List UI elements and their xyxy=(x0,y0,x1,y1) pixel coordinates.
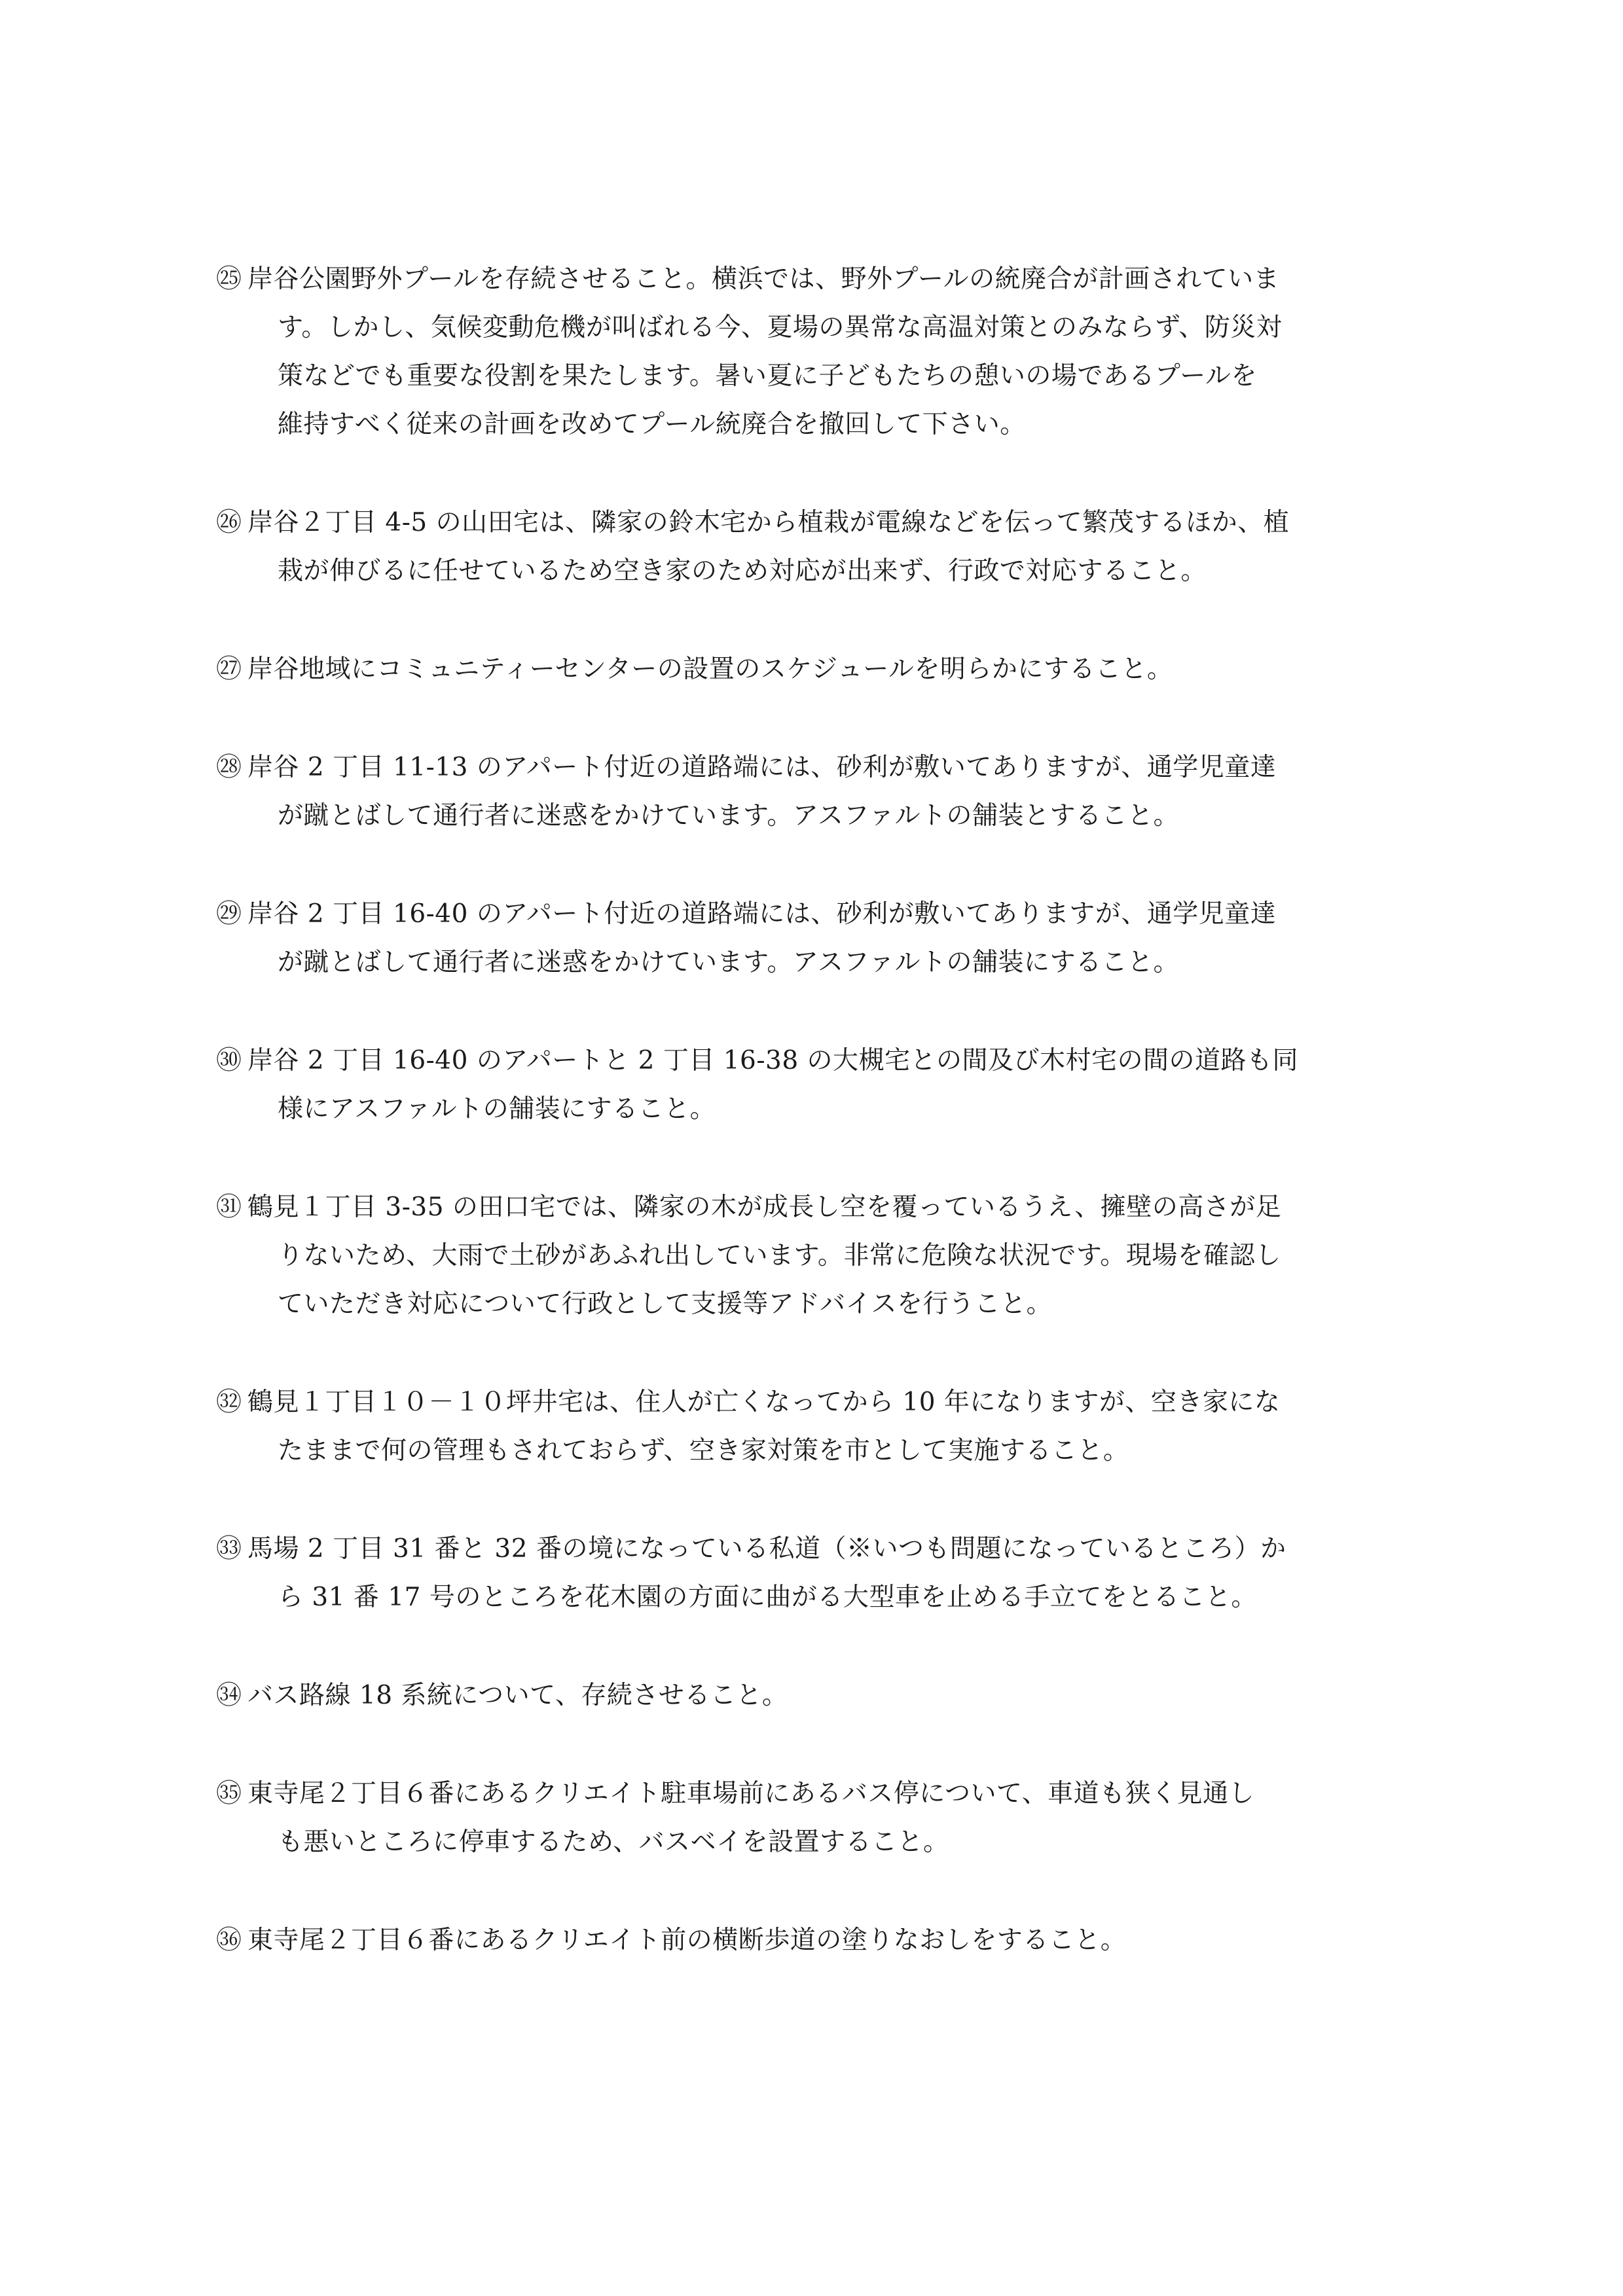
item-spacer xyxy=(216,596,1414,645)
item-number: ㉛ xyxy=(216,1193,242,1222)
list-item-row xyxy=(216,1916,1414,1965)
list-item xyxy=(216,255,1414,449)
item-text xyxy=(247,1916,1414,1965)
item-text xyxy=(247,744,1414,840)
list-item xyxy=(216,1037,1414,1134)
item-number: ㉞ xyxy=(216,1681,242,1710)
item-number: ㉖ xyxy=(216,508,242,537)
item-line: 岸谷 2 丁目 16-40 のアパートと 2 丁目 16-38 の大槻宅との間及び木村宅の間の道路も同 xyxy=(247,1046,1299,1075)
item-line: 様にアスファルトの舗装にすること。 xyxy=(278,1094,716,1124)
list-item-row xyxy=(216,744,1414,840)
item-number: ㉝ xyxy=(216,1534,242,1564)
item-spacer xyxy=(216,1329,1414,1378)
item-line: ら 31 番 17 号のところを花木園の方面に曲がる大型車を止める手立てをとること。 xyxy=(278,1583,1257,1612)
item-text xyxy=(247,499,1414,596)
item-text xyxy=(247,1378,1414,1475)
item-line: も悪いところに停車するため、バスベイを設置すること。 xyxy=(278,1827,949,1857)
list-item xyxy=(216,1916,1414,1965)
item-line: 策などでも重要な役割を果たします。暑い夏に子どもたちの憩いの場であるプールを xyxy=(278,361,1257,391)
list-item-row xyxy=(216,1672,1414,1720)
item-line: りないため、大雨で土砂があふれ出しています。非常に危険な状況です。現場を確認し xyxy=(278,1241,1281,1270)
list-item xyxy=(216,1672,1414,1720)
list-item xyxy=(216,744,1414,840)
list-item xyxy=(216,1770,1414,1867)
list-item xyxy=(216,1183,1414,1329)
list-item-row xyxy=(216,255,1414,449)
list-item-row xyxy=(216,645,1414,694)
request-list xyxy=(216,255,1414,1965)
item-line: が蹴とばして通行者に迷惑をかけています。アスファルトの舗装にすること。 xyxy=(278,948,1180,977)
list-item xyxy=(216,1378,1414,1475)
item-number: ㊱ xyxy=(216,1926,242,1955)
item-line: 岸谷公園野外プールを存続させること。横浜では、野外プールの統廃合が計画されていま xyxy=(247,264,1280,294)
item-line: たままで何の管理もされておらず、空き家対策を市として実施すること。 xyxy=(278,1436,1129,1465)
item-number: ㉟ xyxy=(216,1779,242,1808)
item-text xyxy=(247,1037,1414,1134)
item-line: バス路線 18 系統について、存続させること。 xyxy=(247,1681,788,1710)
list-item xyxy=(216,890,1414,987)
item-number: ㉜ xyxy=(216,1388,242,1417)
list-item-row xyxy=(216,1183,1414,1329)
list-item-row xyxy=(216,1770,1414,1867)
list-item-row xyxy=(216,890,1414,987)
item-number: ㉚ xyxy=(216,1046,242,1075)
item-text xyxy=(247,1770,1414,1867)
item-line: 栽が伸びるに任せているため空き家のため対応が出来ず、行政で対応すること。 xyxy=(278,556,1207,586)
item-line: 岸谷地域にコミュニティーセンターの設置のスケジュールを明らかにすること。 xyxy=(247,655,1173,684)
item-line: 岸谷２丁目 4-5 の山田宅は、隣家の鈴木宅から植栽が電線などを伝って繁茂するほか、植 xyxy=(247,508,1290,537)
list-item-row xyxy=(216,1378,1414,1475)
item-line: 馬場 2 丁目 31 番と 32 番の境になっている私道（※いつも問題になっているところ）か xyxy=(247,1534,1286,1564)
list-item xyxy=(216,645,1414,694)
item-number: ㉙ xyxy=(216,899,242,929)
item-line: 鶴見１丁目 3-35 の田口宅では、隣家の木が成長し空を覆っているうえ、擁壁の高さが足 xyxy=(247,1193,1282,1222)
item-line: 鶴見１丁目１０－１０坪井宅は、住人が亡くなってから 10 年になりますが、空き家にな xyxy=(247,1388,1281,1417)
item-line: 岸谷 2 丁目 11-13 のアパート付近の道路端には、砂利が敷いてありますが、通学児童達 xyxy=(247,753,1277,782)
item-number: ㉘ xyxy=(216,753,242,782)
item-spacer xyxy=(216,1867,1414,1916)
item-text xyxy=(247,1525,1414,1622)
item-text xyxy=(247,1672,1414,1720)
item-text xyxy=(247,645,1414,694)
list-item xyxy=(216,1525,1414,1622)
item-spacer xyxy=(216,840,1414,890)
item-text xyxy=(247,890,1414,987)
item-spacer xyxy=(216,1475,1414,1525)
item-line: 岸谷 2 丁目 16-40 のアパート付近の道路端には、砂利が敷いてありますが、通学児童達 xyxy=(247,899,1277,929)
item-text xyxy=(247,255,1414,449)
list-item-row xyxy=(216,1525,1414,1622)
item-line: 東寺尾２丁目６番にあるクリエイト駐車場前にあるバス停について、車道も狭く見通し xyxy=(247,1779,1255,1808)
item-spacer xyxy=(216,987,1414,1037)
list-item xyxy=(216,499,1414,596)
item-spacer xyxy=(216,1134,1414,1183)
item-line: 東寺尾２丁目６番にあるクリエイト前の横断歩道の塗りなおしをすること。 xyxy=(247,1926,1127,1955)
item-number: ㉕ xyxy=(216,264,242,294)
item-spacer xyxy=(216,449,1414,499)
item-spacer xyxy=(216,694,1414,744)
item-line: ていただき対応について行政として支援等アドバイスを行うこと。 xyxy=(278,1289,1053,1319)
item-line: が蹴とばして通行者に迷惑をかけています。アスファルトの舗装とすること。 xyxy=(278,801,1180,831)
item-spacer xyxy=(216,1720,1414,1770)
item-line: す。しかし、気候変動危機が叫ばれる今、夏場の異常な高温対策とのみならず、防災対 xyxy=(278,313,1283,342)
item-line: 維持すべく従来の計画を改めてプール統廃合を撤回して下さい。 xyxy=(278,410,1026,439)
list-item-row xyxy=(216,1037,1414,1134)
list-item-row xyxy=(216,499,1414,596)
item-spacer xyxy=(216,1622,1414,1672)
item-number: ㉗ xyxy=(216,655,242,684)
item-text xyxy=(247,1183,1414,1329)
